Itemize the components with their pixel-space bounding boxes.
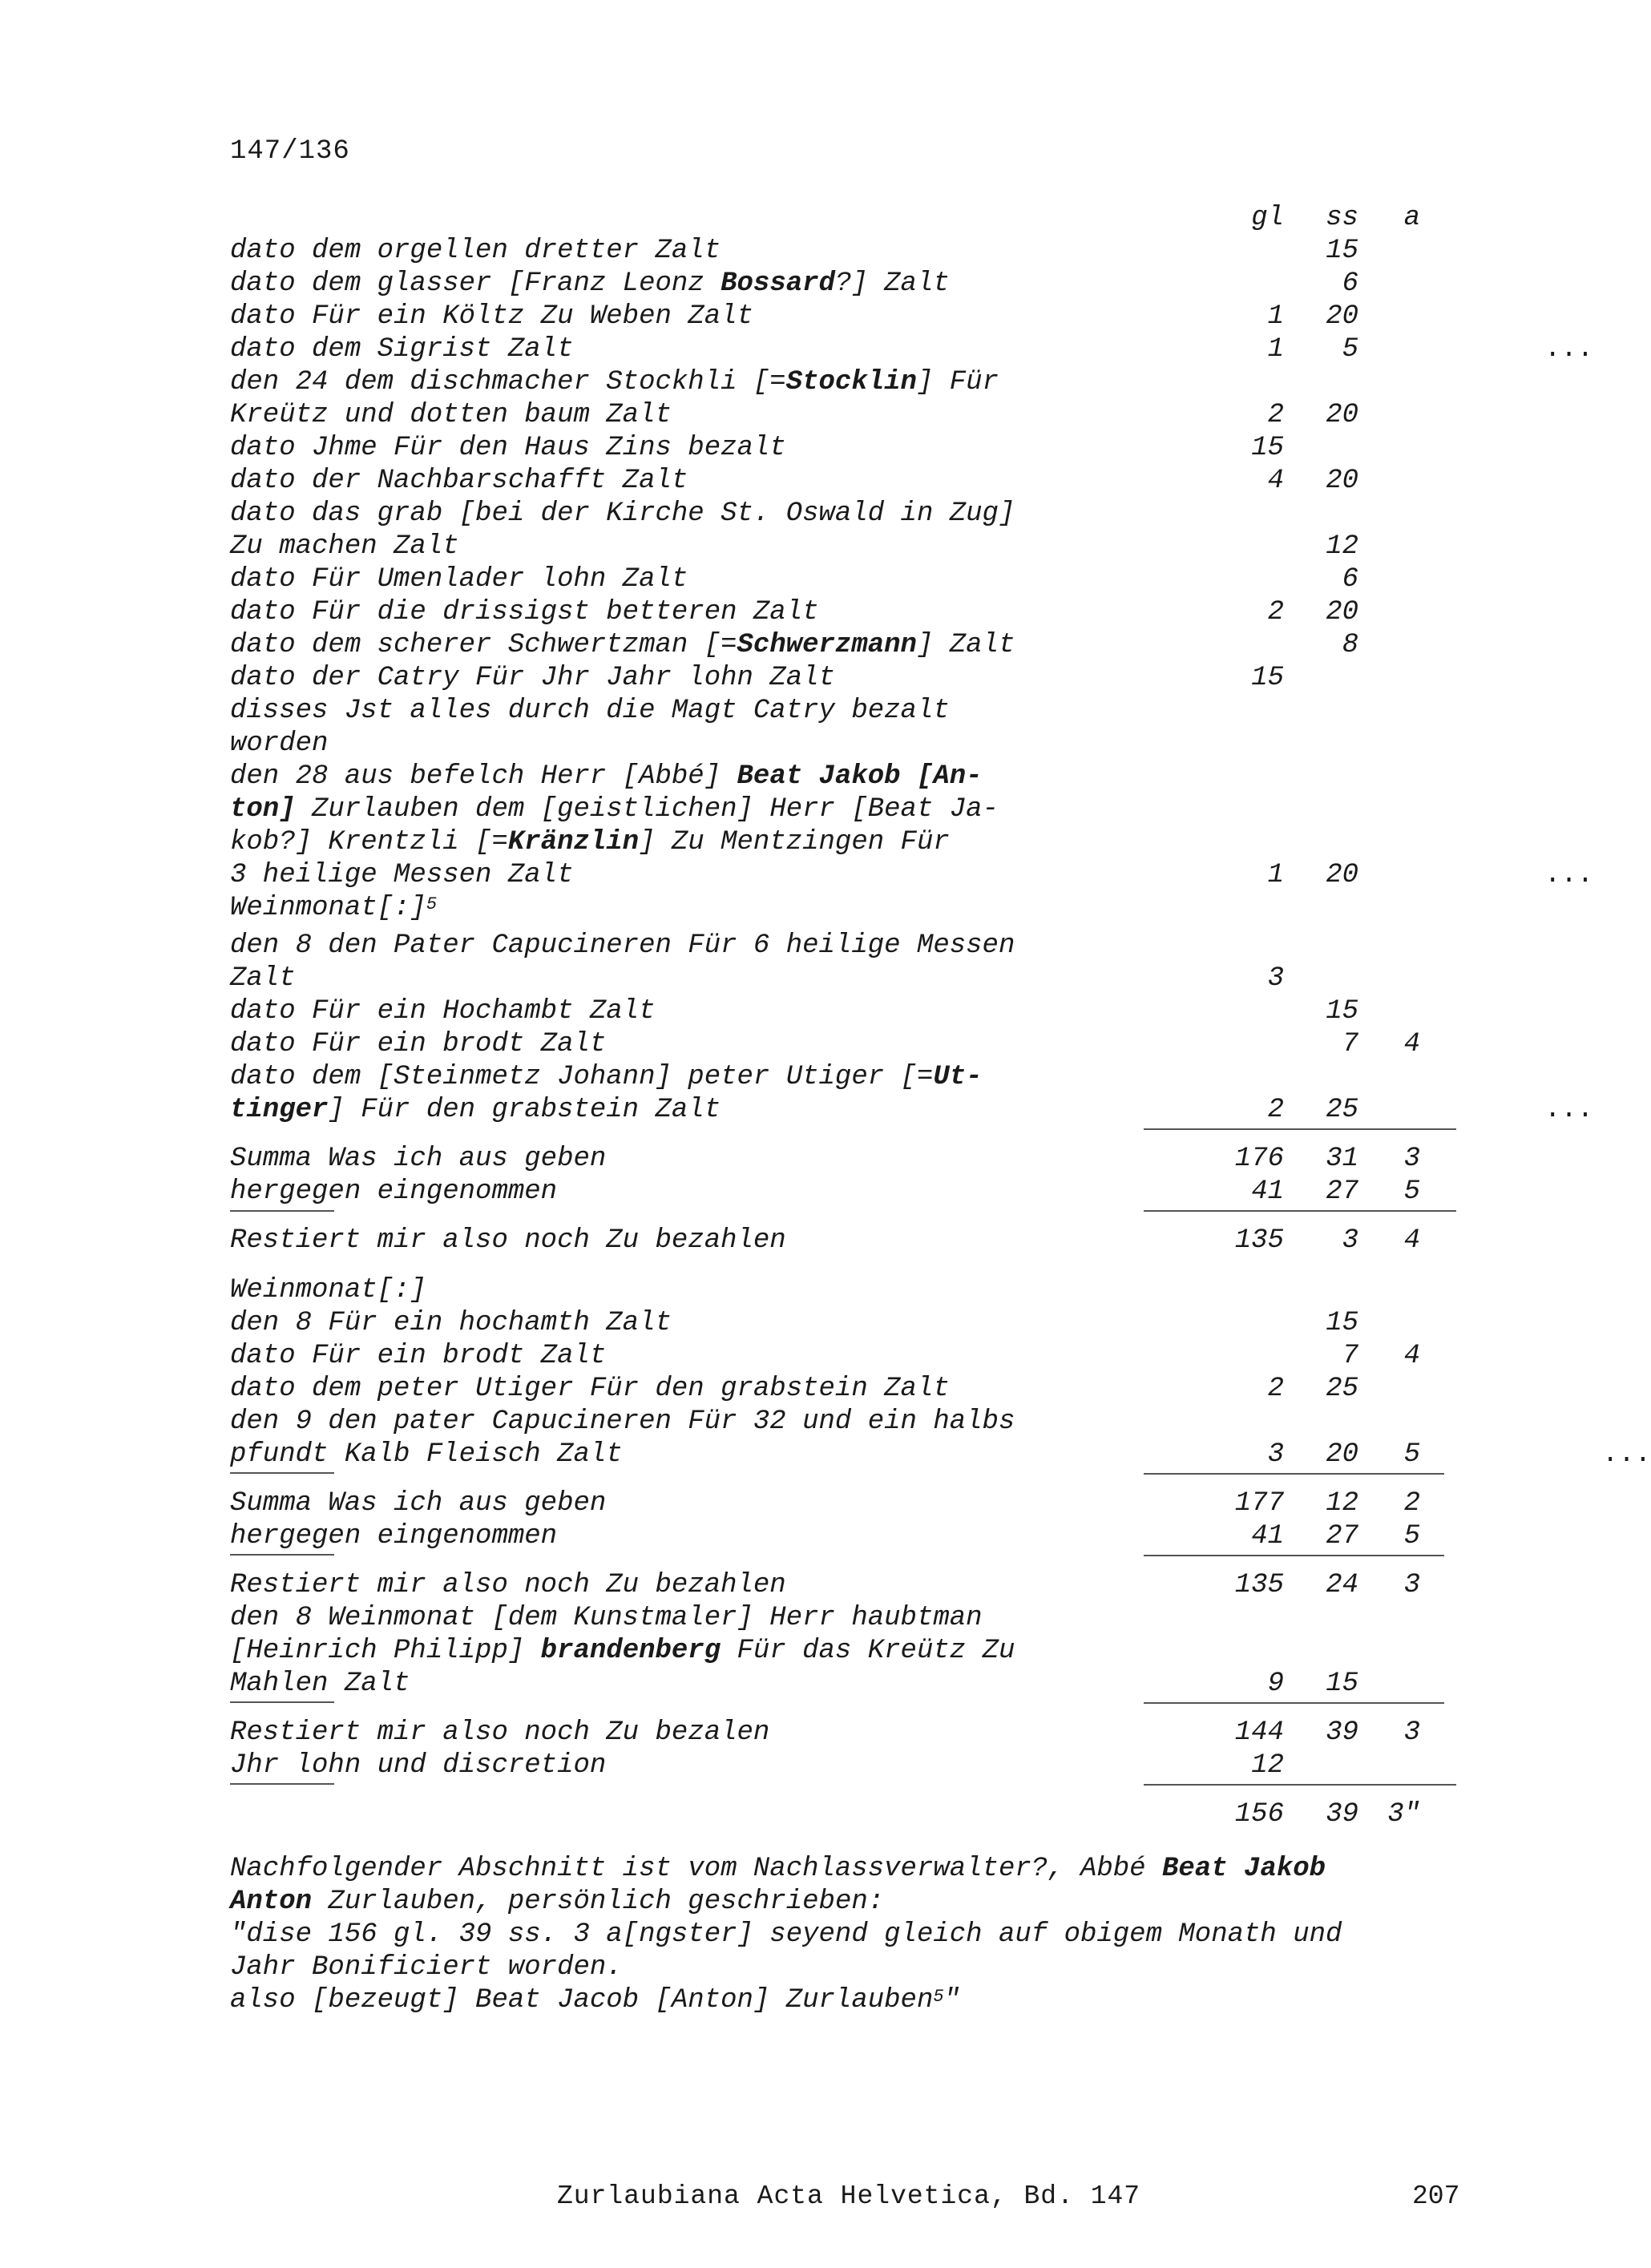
ledger-line: dato Für ein brodt Zalt [230,1341,607,1371]
balance-line: Restiert mir also noch Zu bezahlen [230,1225,786,1256]
short-rule [230,1554,334,1556]
short-rule [230,1701,334,1703]
amount-ss: 20 [1326,301,1358,332]
amount-gl: 135 [1234,1225,1284,1256]
ledger-line: [Heinrich Philipp] brandenberg Für das Kreütz Zu [230,1636,1015,1666]
col-header-ss: ss [1326,203,1358,233]
amount-gl: 156 [1234,1799,1284,1830]
amount-ss: 15 [1326,1308,1358,1338]
amount-gl: 1 [1267,301,1284,332]
amount-ss: 7 [1342,1341,1358,1371]
sum-rule [1144,1128,1456,1130]
amount-ss: 20 [1326,400,1358,430]
ledger-line: Zu machen Zalt [230,531,459,562]
amount-a: 4 [1403,1225,1420,1256]
ledger-line: dato der Nachbarschafft Zalt [230,466,688,496]
ledger-line: pfundt Kalb Fleisch Zalt [230,1439,623,1470]
ledger-line: dato Für Umenlader lohn Zalt [230,564,688,595]
amount-ss: 20 [1326,860,1358,890]
ledger-line: Zalt [230,963,296,994]
ledger-line: dato dem peter Utiger Für den grabstein Zalt [230,1374,950,1404]
ledger-line: kob?] Krentzli [=Kränzlin] Zu Mentzingen Für [230,827,950,858]
ledger-line: den 8 Weinmonat [dem Kunstmaler] Herr haubtman [230,1603,983,1633]
amount-ss: 15 [1326,996,1358,1027]
amount-ss: 12 [1326,1488,1358,1519]
amount-gl: 41 [1251,1176,1284,1207]
amount-gl: 9 [1267,1669,1284,1699]
amount-ss: 25 [1326,1374,1358,1404]
ledger-line: dato dem scherer Schwertzman [=Schwerzmann] Zalt [230,630,1015,660]
amount-ss: 6 [1342,564,1358,595]
ellipsis-mark: ... [1602,1439,1651,1470]
amount-ss: 5 [1342,334,1358,365]
amount-ss: 27 [1326,1521,1358,1552]
amount-ss: 6 [1342,268,1358,299]
footnote-marker: 5 [933,1987,944,2007]
amount-gl: 4 [1267,466,1284,496]
sum-line: hergegen eingenommen [230,1521,558,1552]
amount-gl: 12 [1251,1750,1284,1781]
amount-a: 3 [1403,1570,1420,1600]
amount-ss: 3 [1342,1225,1358,1256]
footer-title: Zurlaubiana Acta Helvetica, Bd. 147 [557,2181,1141,2211]
amount-ss: 25 [1326,1095,1358,1125]
ledger-line: disses Jst alles durch die Magt Catry bezalt [230,696,950,726]
short-rule [230,1472,334,1474]
ledger-line: dato dem Sigrist Zalt [230,334,574,365]
amount-gl: 2 [1267,1095,1284,1125]
ledger-line: Kreütz und dotten baum Zalt [230,400,672,430]
amount-gl: 15 [1251,663,1284,693]
amount-gl: 2 [1267,400,1284,430]
amount-gl: 2 [1267,597,1284,628]
note-line: Nachfolgender Abschnitt ist vom Nachlassverwalter?, Abbé Beat Jakob [230,1854,1326,1884]
amount-a: 5 [1403,1521,1420,1552]
amount-ss: 27 [1326,1176,1358,1207]
amount-gl: 15 [1251,433,1284,463]
ledger-line: dato Für ein Hochambt Zalt [230,996,656,1027]
amount-ss: 15 [1326,1669,1358,1699]
amount-gl: 135 [1234,1570,1284,1600]
amount-ss: 15 [1326,236,1358,266]
ledger-line: den 28 aus befelch Herr [Abbé] Beat Jakob [An- [230,761,983,792]
short-rule [230,1783,334,1785]
ledger-line: dato dem orgellen dretter Zalt [230,236,721,266]
amount-gl: 1 [1267,860,1284,890]
amount-gl: 41 [1251,1521,1284,1552]
sum-rule [1144,1210,1456,1212]
ledger-line: worden [230,728,329,759]
amount-ss: 20 [1326,466,1358,496]
ledger-line: dato Für ein Költz Zu Weben Zalt [230,301,753,332]
ledger-line: Weinmonat[:]$^5$ [230,893,438,923]
amount-ss: 7 [1342,1029,1358,1059]
ledger-line: Jhr lohn und discretion [230,1750,607,1781]
amount-a: 3" [1387,1799,1420,1830]
page-number: 207 [1412,2181,1460,2211]
ledger-line: den 9 den pater Capucineren Für 32 und ein halbs [230,1406,1015,1437]
ledger-line: Weinmonat[:] [230,1275,426,1306]
amount-ss: 24 [1326,1570,1358,1600]
amount-a: 5 [1403,1439,1420,1470]
sum-rule [1144,1473,1444,1475]
amount-a: 3 [1403,1717,1420,1748]
sum-rule [1144,1555,1444,1556]
amount-gl: 2 [1267,1374,1284,1404]
amount-a: 5 [1403,1176,1420,1207]
ellipsis-mark: ... [1544,334,1594,365]
amount-a: 4 [1403,1029,1420,1059]
ledger-line: ton] Zurlauben dem [geistlichen] Herr [Beat Ja- [230,794,999,825]
page-header: 147/136 [230,136,350,167]
ledger-line: dato Für die drissigst betteren Zalt [230,597,819,628]
sum-line: Summa Was ich aus geben [230,1488,607,1519]
short-rule [230,1210,334,1212]
ledger-line: 3 heilige Messen Zalt [230,860,574,890]
ledger-line: dato Jhme Für den Haus Zins bezalt [230,433,786,463]
ledger-line: den 24 dem dischmacher Stockhli [=Stocklin] Für [230,367,999,398]
ledger-line: den 8 Für ein hochamth Zalt [230,1308,672,1338]
sum-rule [1144,1702,1444,1704]
amount-ss: 20 [1326,1439,1358,1470]
ledger-line: Mahlen Zalt [230,1669,410,1699]
amount-ss: 20 [1326,597,1358,628]
ellipsis-mark: ... [1544,860,1594,890]
sum-line: hergegen eingenommen [230,1176,558,1207]
ledger-line: dato Für ein brodt Zalt [230,1029,607,1059]
note-line: Jahr Bonificiert worden. [230,1952,623,1983]
ledger-line: dato dem glasser [Franz Leonz Bossard?] Zalt [230,268,950,299]
amount-a: 4 [1403,1341,1420,1371]
col-header-a: a [1403,203,1420,233]
col-header-gl: gl [1251,203,1284,233]
footnote-marker: 5 [426,894,438,914]
ledger-line: dato der Catry Für Jhr Jahr lohn Zalt [230,663,835,693]
sum-line: Summa Was ich aus geben [230,1144,607,1174]
ledger-line: den 8 den Pater Capucineren Für 6 heilige Messen [230,930,1015,961]
ledger-line: dato dem [Steinmetz Johann] peter Utiger [=Ut- [230,1062,983,1092]
amount-gl: 3 [1267,963,1284,994]
balance-line: Restiert mir also noch Zu bezalen [230,1717,770,1748]
sum-rule [1144,1784,1456,1786]
balance-line: Restiert mir also noch Zu bezahlen [230,1570,786,1600]
amount-gl: 177 [1234,1488,1284,1519]
amount-ss: 8 [1342,630,1358,660]
amount-ss: 12 [1326,531,1358,562]
amount-gl: 176 [1234,1144,1284,1174]
amount-ss: 39 [1326,1717,1358,1748]
amount-gl: 3 [1267,1439,1284,1470]
amount-ss: 31 [1326,1144,1358,1174]
amount-a: 3 [1403,1144,1420,1174]
ellipsis-mark: ... [1544,1095,1594,1125]
note-line: also [bezeugt] Beat Jacob [Anton] Zurlauben$^5$" [230,1985,960,2016]
amount-a: 2 [1403,1488,1420,1519]
ledger-line: tinger] Für den grabstein Zalt [230,1095,721,1125]
ledger-line: dato das grab [bei der Kirche St. Oswald in Zug] [230,498,1015,529]
amount-gl: 144 [1234,1717,1284,1748]
note-line: Anton Zurlauben, persönlich geschrieben: [230,1887,885,1917]
amount-ss: 39 [1326,1799,1358,1830]
note-line: "dise 156 gl. 39 ss. 3 a[ngster] seyend gleich auf obigem Monath und [230,1919,1342,1950]
amount-gl: 1 [1267,334,1284,365]
